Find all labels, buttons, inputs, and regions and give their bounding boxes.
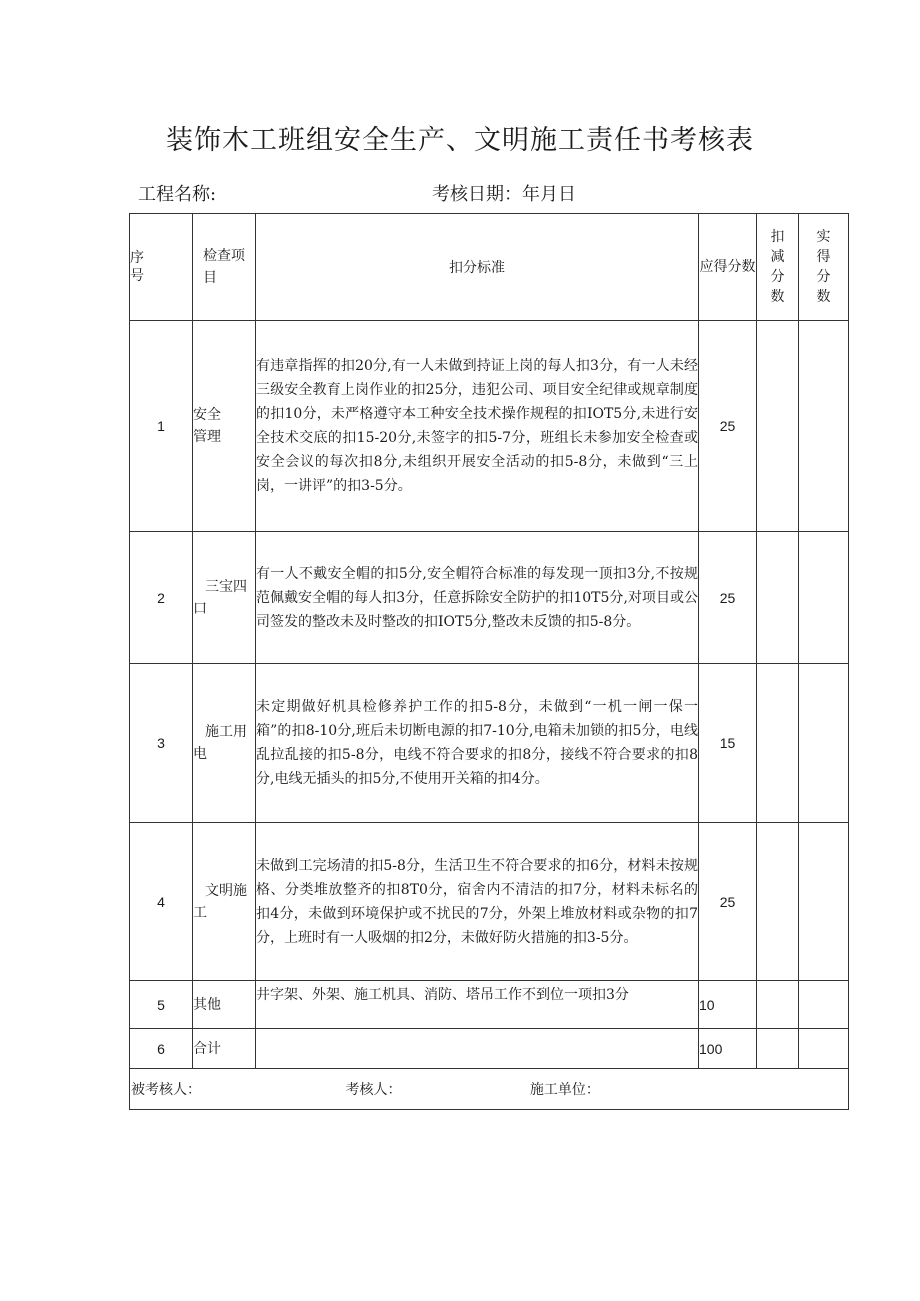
row-criteria	[256, 1029, 699, 1069]
row-item: 三宝四口	[193, 532, 256, 664]
assessment-table	[129, 213, 849, 1110]
table-row	[130, 1029, 849, 1069]
row-criteria: 有一人不戴安全帽的扣5分,安全帽符合标准的每发现一顶扣3分,不按规范佩戴安全帽的每人扣3分，任意拆除安全防护的扣10T5分,对项目或公司签发的整改未及时整改的扣IOT5分,整改未反馈的扣5-8分。	[256, 532, 699, 664]
row-deduct-cell[interactable]	[757, 664, 799, 823]
row-deduct-cell[interactable]	[757, 532, 799, 664]
row-deduct-cell[interactable]	[757, 1029, 799, 1069]
row-item: 其他	[193, 981, 256, 1029]
header-deduct: 扣减分数	[757, 214, 799, 321]
row-actual-cell[interactable]	[799, 532, 849, 664]
row-number: 5	[130, 981, 193, 1029]
row-expected-score: 25	[699, 532, 757, 664]
row-criteria: 有违章指挥的扣20分,有一人未做到持证上岗的每人扣3分，有一人未经三级安全教育上岗作业的扣25分，违犯公司、项目安全纪律或规章制度的扣10分，未严格遵守本工种安全技术操作规程的扣IOT5分,未进行安全技术交底的扣15-20分,未签字的扣5-7分，班组长未参加安全检查或安全会议的每次扣8分,未组织开展安全活动的扣5-8分，未做到“三上岗，一讲评”的扣3-5分。	[256, 321, 699, 532]
row-number: 6	[130, 1029, 193, 1069]
row-expected-score: 15	[699, 664, 757, 823]
row-actual-cell[interactable]	[799, 664, 849, 823]
row-actual-cell[interactable]	[799, 981, 849, 1029]
row-deduct-cell[interactable]	[757, 981, 799, 1029]
row-expected-score: 25	[699, 823, 757, 981]
row-deduct-cell[interactable]	[757, 321, 799, 532]
row-number: 2	[130, 532, 193, 664]
row-actual-cell[interactable]	[799, 321, 849, 532]
header-expected: 应得分数	[699, 214, 757, 321]
row-deduct-cell[interactable]	[757, 823, 799, 981]
row-expected-score: 10	[699, 981, 757, 1029]
examinee-label: 被考核人：	[131, 1082, 201, 1098]
header-seq: 序号	[130, 214, 193, 321]
row-expected-score: 25	[699, 321, 757, 532]
row-criteria: 未做到工完场清的扣5-8分，生活卫生不符合要求的扣6分，材料未按规格、分类堆放整齐的扣8T0分，宿舍内不清洁的扣7分，材料未标名的扣4分，未做到环境保护或不扰民的7分，外架上堆放材料或杂物的扣7分，上班时有一人吸烟的扣2分，未做好防火措施的扣3-5分。	[256, 823, 699, 981]
examiner-label: 考核人：	[345, 1082, 402, 1098]
table-header-row	[130, 214, 849, 321]
table-row	[130, 532, 849, 664]
row-number: 1	[130, 321, 193, 532]
table-row	[130, 321, 849, 532]
row-item: 文明施工	[193, 823, 256, 981]
assessment-date-label: 考核日期：年月日	[432, 184, 576, 205]
header-actual: 实得分数	[799, 214, 849, 321]
row-item: 合计	[193, 1029, 256, 1069]
construction-unit-label: 施工单位：	[529, 1082, 600, 1098]
row-item: 施工用电	[193, 664, 256, 823]
row-actual-cell[interactable]	[799, 1029, 849, 1069]
row-criteria: 未定期做好机具检修养护工作的扣5-8分，未做到“一机一闸一保一箱”的扣8-10分,班后未切断电源的扣7-10分,电箱未加锁的扣5分，电线乱拉乱接的扣5-8分，电线不符合要求的扣8分，接线不符合要求的扣8分,电线无插头的扣5分,不使用开关箱的扣4分。	[256, 664, 699, 823]
row-expected-score: 100	[699, 1029, 757, 1069]
row-number: 4	[130, 823, 193, 981]
row-number: 3	[130, 664, 193, 823]
table-row	[130, 981, 849, 1029]
header-item: 检查项目	[193, 214, 256, 321]
table-row	[130, 823, 849, 981]
row-item: 安全管理	[193, 321, 256, 532]
signature-row	[130, 1069, 849, 1110]
header-criteria: 扣分标准	[256, 214, 699, 321]
project-name-label: 工程名称:	[138, 184, 217, 205]
row-criteria: 井字架、外架、施工机具、消防、塔吊工作不到位一项扣3分	[256, 981, 699, 1029]
row-actual-cell[interactable]	[799, 823, 849, 981]
table-row	[130, 664, 849, 823]
page-title: 装饰木工班组安全生产、文明施工责任书考核表	[166, 125, 754, 156]
